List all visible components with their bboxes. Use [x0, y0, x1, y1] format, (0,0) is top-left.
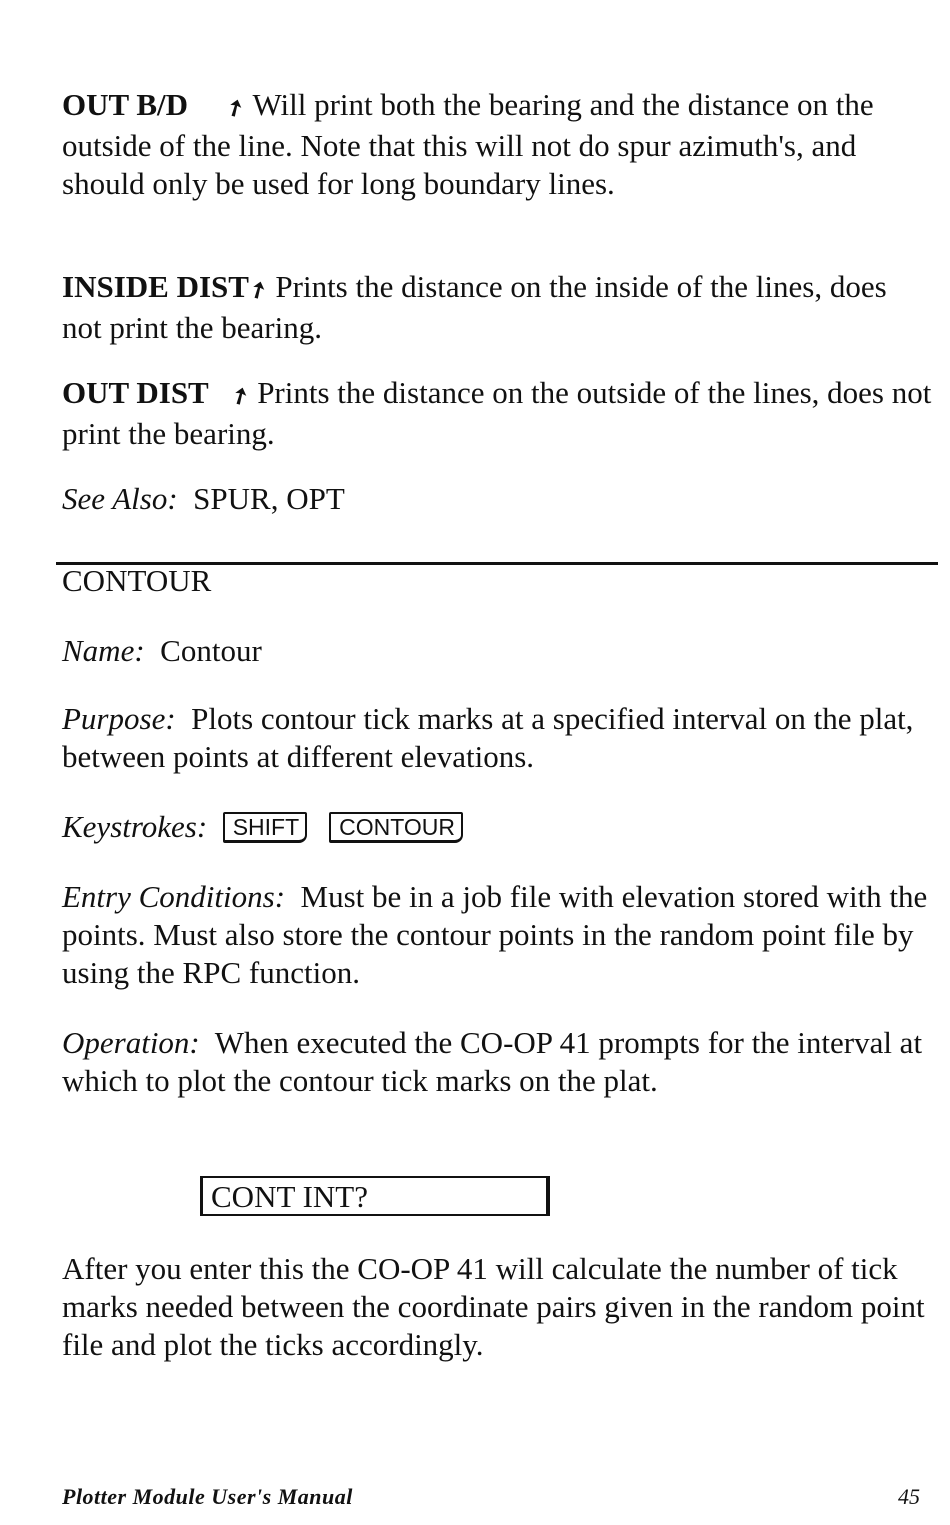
- option-out-dist: [62, 374, 932, 453]
- option-text: Prints the distance on the inside of the lines, does not print the bearing.: [62, 269, 887, 345]
- display-prompt: [200, 1176, 550, 1216]
- keystrokes-label: Keystrokes:: [62, 809, 208, 844]
- entry-conditions-label: Entry Conditions:: [62, 879, 286, 914]
- see-also: See Also: SPUR, OPT: [62, 481, 345, 516]
- see-also-label: See Also: [62, 481, 168, 516]
- contour-key: CONTOUR: [329, 812, 463, 843]
- operation-label: Operation:: [62, 1025, 200, 1060]
- keystrokes-field: [62, 808, 932, 846]
- name-label: Name:: [62, 633, 145, 668]
- enter-arrow-icon: ➚: [243, 274, 273, 306]
- display-prompt-text: CONT INT?: [211, 1179, 368, 1214]
- operation-text: When executed the CO-OP 41 prompts for the interval at which to plot the contour tick marks on the plat.: [62, 1025, 923, 1098]
- option-term: OUT B/D: [62, 87, 189, 122]
- entry-conditions-field: [62, 878, 932, 992]
- page-number: 45: [898, 1484, 920, 1509]
- purpose-label: Purpose:: [62, 701, 176, 736]
- option-text: Will print both the bearing and the distance on the outside of the line. Note that this will not do spur azimuth's, and should only be used for long boundary lines.: [62, 87, 874, 201]
- enter-arrow-icon: ➚: [220, 92, 250, 124]
- section-title: CONTOUR: [62, 563, 212, 598]
- name-field: [62, 632, 932, 670]
- option-term: OUT DIST: [62, 375, 209, 410]
- operation-field: [62, 1024, 932, 1100]
- see-also-value: SPUR, OPT: [193, 481, 345, 516]
- option-text: Prints the distance on the outside of the lines, does not print the bearing.: [62, 375, 932, 451]
- after-text: After you enter this the CO-OP 41 will calculate the number of tick marks needed between the coordinate pairs given in the random point file and plot the ticks accordingly.: [62, 1251, 925, 1362]
- option-inside-dist: [62, 268, 932, 347]
- purpose-field: [62, 700, 932, 776]
- option-term: INSIDE DIST: [62, 269, 249, 304]
- footer-title: Plotter Module User's Manual: [62, 1484, 353, 1509]
- option-out-bd: [62, 86, 932, 203]
- shift-key: SHIFT: [223, 812, 307, 843]
- enter-arrow-icon: ➚: [225, 380, 254, 412]
- purpose-text: Plots contour tick marks at a specified interval on the plat, between points at different elevations.: [62, 701, 914, 774]
- entry-conditions-text: Must be in a job file with elevation stored with the points. Must also store the contour points in the random point file by using the RPC function.: [62, 879, 928, 990]
- name-value: Contour: [160, 633, 262, 668]
